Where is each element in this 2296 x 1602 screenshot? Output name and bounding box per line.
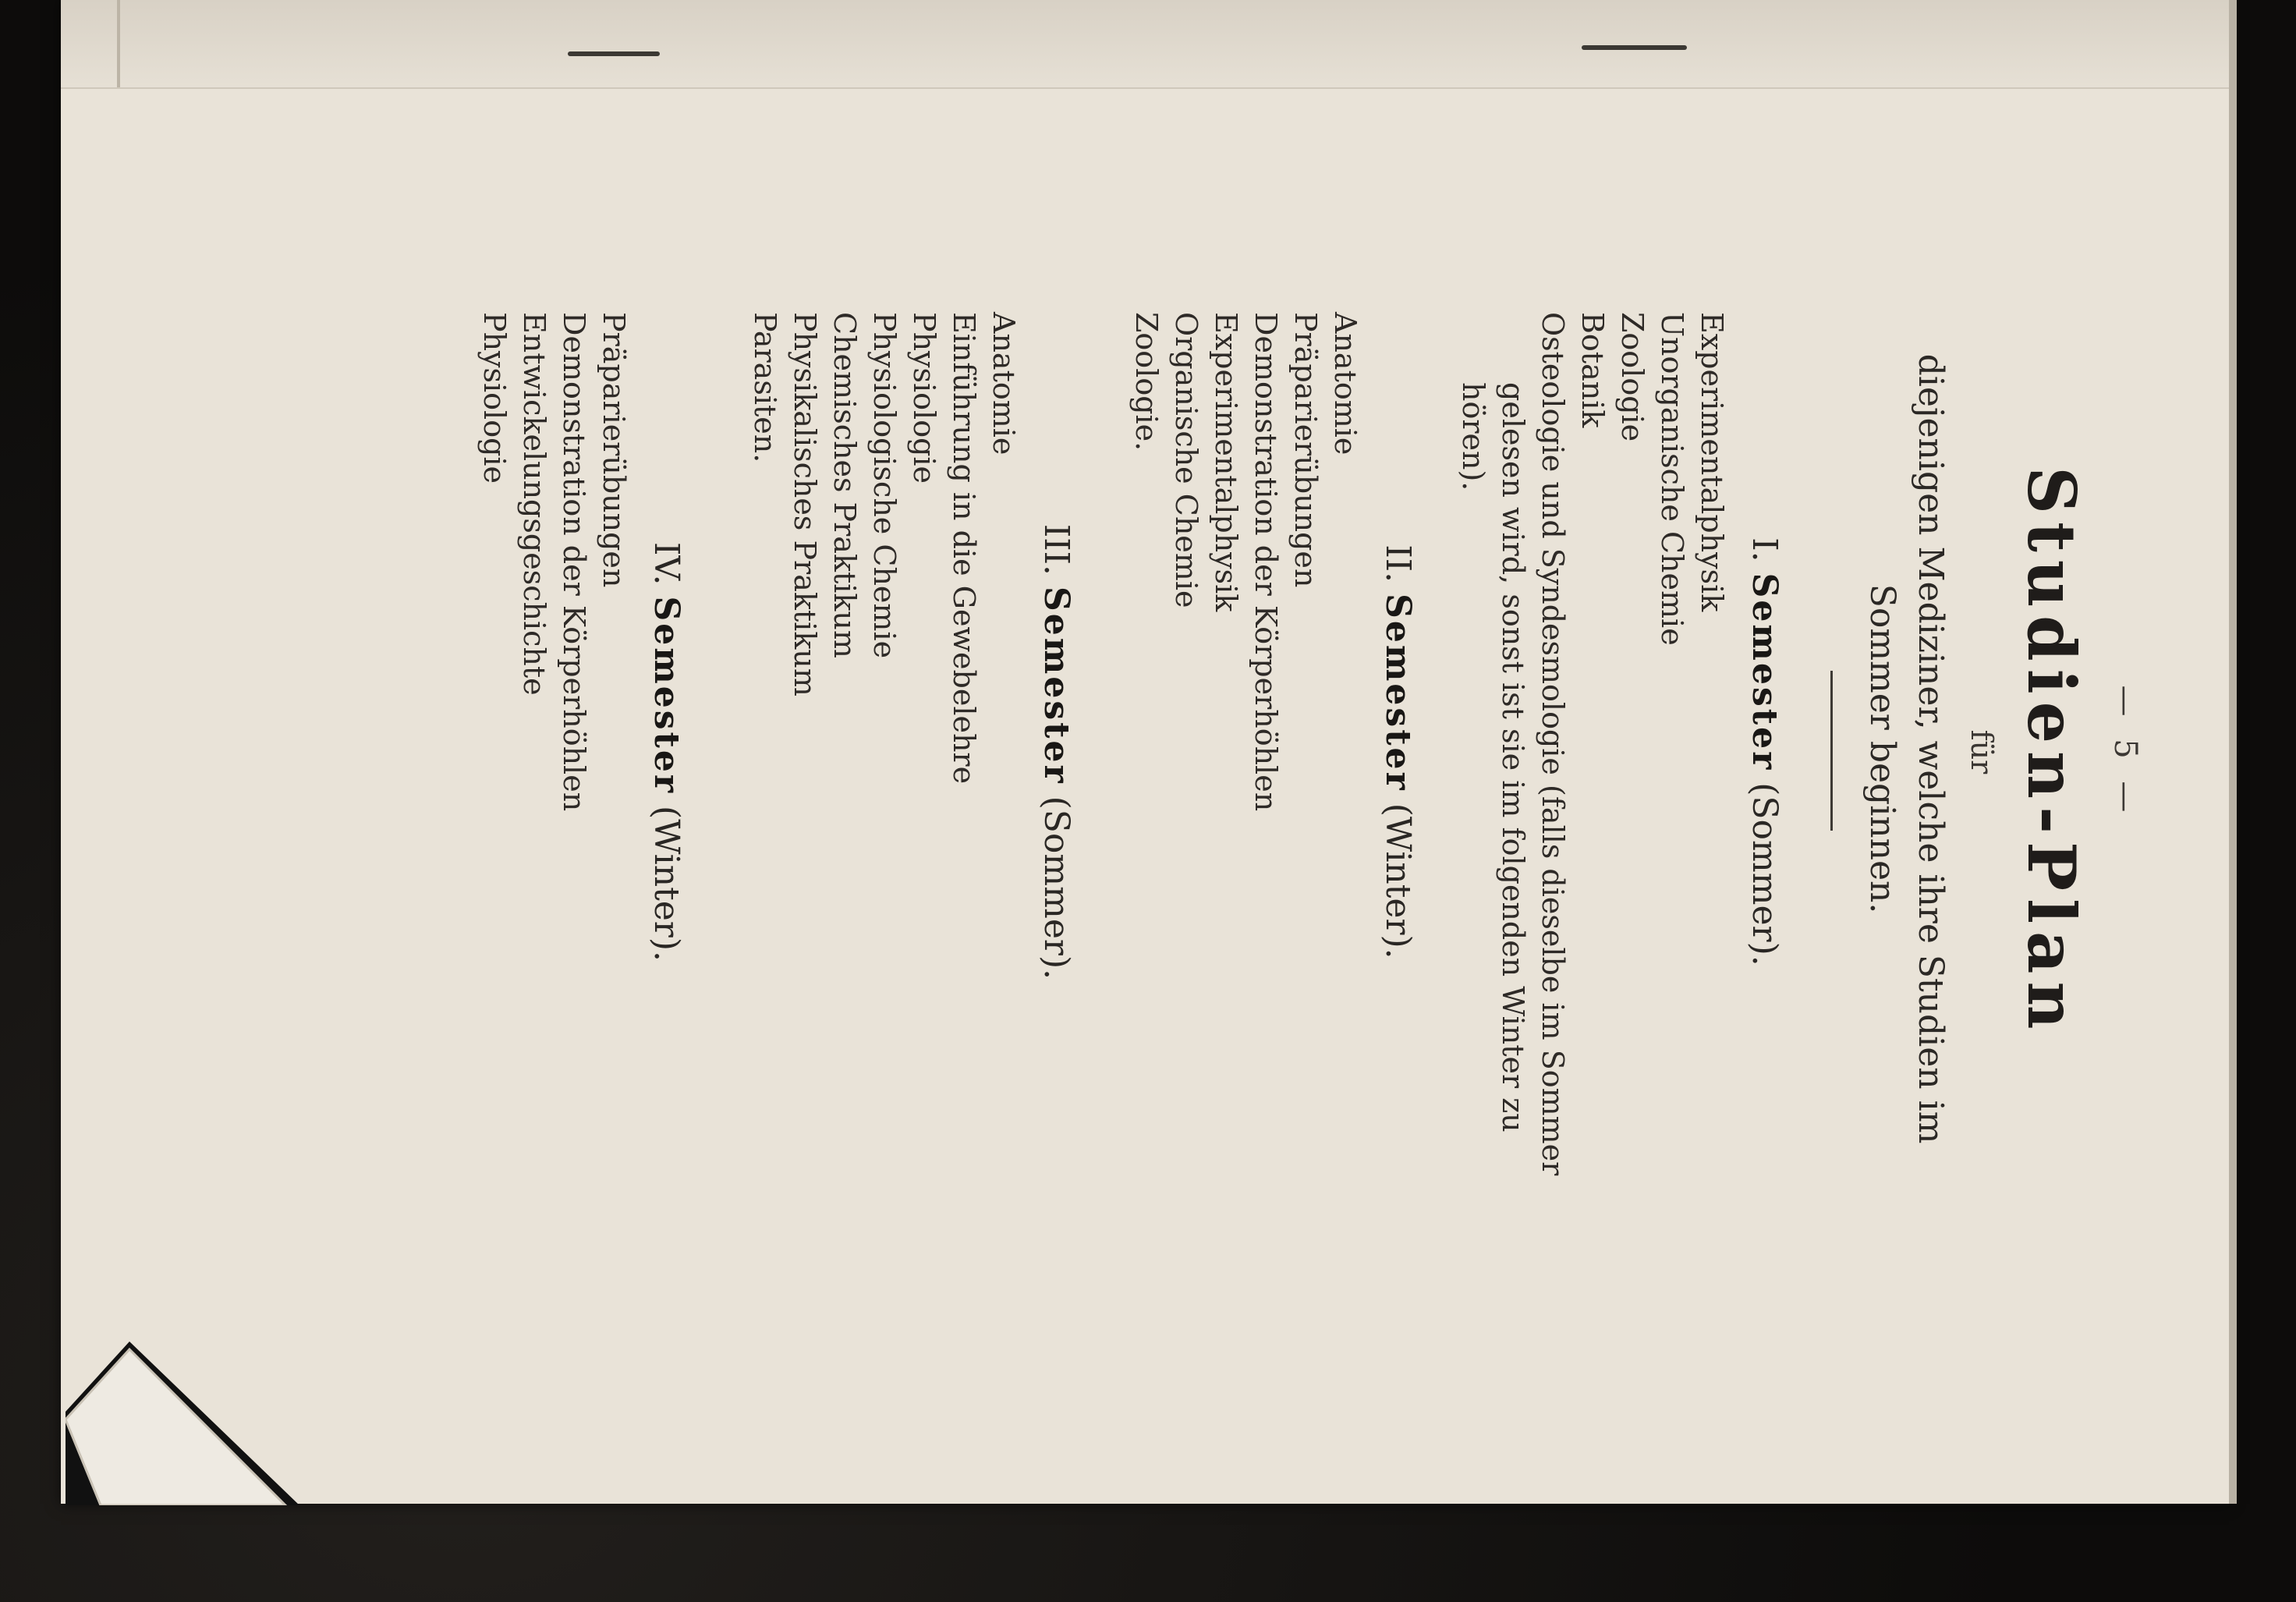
course-item: Parasiten.	[748, 312, 782, 463]
semester-word: Semester	[1036, 587, 1076, 785]
course-item: Experimentalphysik	[1695, 312, 1729, 612]
semester-word: Semester	[647, 596, 686, 796]
semester-season: (Winter).	[647, 806, 686, 962]
page-title: Studien-Plan	[2013, 466, 2090, 1037]
semester-3-heading	[1036, 0, 1076, 1504]
course-item: Chemisches Praktikum	[827, 312, 862, 658]
course-item: Physikalisches Praktikum	[788, 312, 822, 696]
semester-word: Semester	[1378, 594, 1418, 792]
semester-word: Semester	[1745, 572, 1784, 772]
semester-season: (Sommer).	[1036, 796, 1076, 980]
page-edge	[2229, 0, 2237, 1504]
course-item: Demonstration der Körperhöhlen	[557, 312, 591, 812]
semester-4-courses	[474, 312, 633, 1419]
page-text	[61, 0, 2229, 1504]
semester-2-heading	[1378, 0, 1418, 1504]
semester-numeral: III.	[1036, 523, 1076, 576]
course-item: Präparierübungen	[1288, 312, 1323, 588]
semester-season: (Sommer).	[1745, 782, 1784, 966]
semester-4-heading	[647, 0, 686, 1504]
course-item: Physiologische Chemie	[867, 312, 902, 659]
course-item: Zoologie.	[1129, 312, 1164, 452]
course-item-continued: gelesen wird, sonst ist sie im folgenden Winter zu	[1496, 382, 1530, 1132]
course-item: Organische Chemie	[1169, 312, 1203, 608]
semester-season: (Winter).	[1378, 803, 1418, 959]
course-item-continued: hören).	[1456, 382, 1490, 491]
page-number: — 5 —	[2107, 685, 2143, 819]
course-item: Anatomie	[987, 312, 1021, 455]
course-item: Physiologie	[477, 312, 512, 484]
course-item: Anatomie	[1328, 312, 1362, 455]
page-subtitle: diejenigen Mediziner, welche ihre Studien im Sommer beginnen.	[1862, 353, 1951, 1144]
course-item: Entwickelungsgeschichte	[517, 312, 551, 696]
course-item: Unorganische Chemie	[1655, 312, 1689, 646]
course-item: Physiologie	[907, 312, 941, 484]
rotated-page-content	[61, 0, 2229, 1504]
semester-1-courses	[1453, 312, 1731, 1419]
semester-2-courses	[1126, 312, 1365, 1419]
semester-3-courses	[745, 312, 1023, 1419]
semester-numeral: IV.	[647, 542, 686, 586]
course-item: Präparierübungen	[597, 312, 631, 588]
title-rule	[1830, 671, 1833, 831]
course-item: Osteologie und Syndesmologie (falls dieselbe im Sommer	[1536, 312, 1570, 1176]
course-item: Demonstration der Körperhöhlen	[1249, 312, 1283, 812]
semester-numeral: I.	[1745, 537, 1784, 562]
course-item: Botanik	[1575, 312, 1610, 428]
course-item: Einführung in die Gewebelehre	[947, 312, 981, 785]
course-item: Zoologie	[1615, 312, 1649, 442]
semester-1-heading	[1745, 0, 1784, 1504]
semester-numeral: II.	[1378, 544, 1418, 583]
course-item: Experimentalphysik	[1209, 312, 1243, 612]
title-preposition: für	[1965, 729, 1999, 774]
